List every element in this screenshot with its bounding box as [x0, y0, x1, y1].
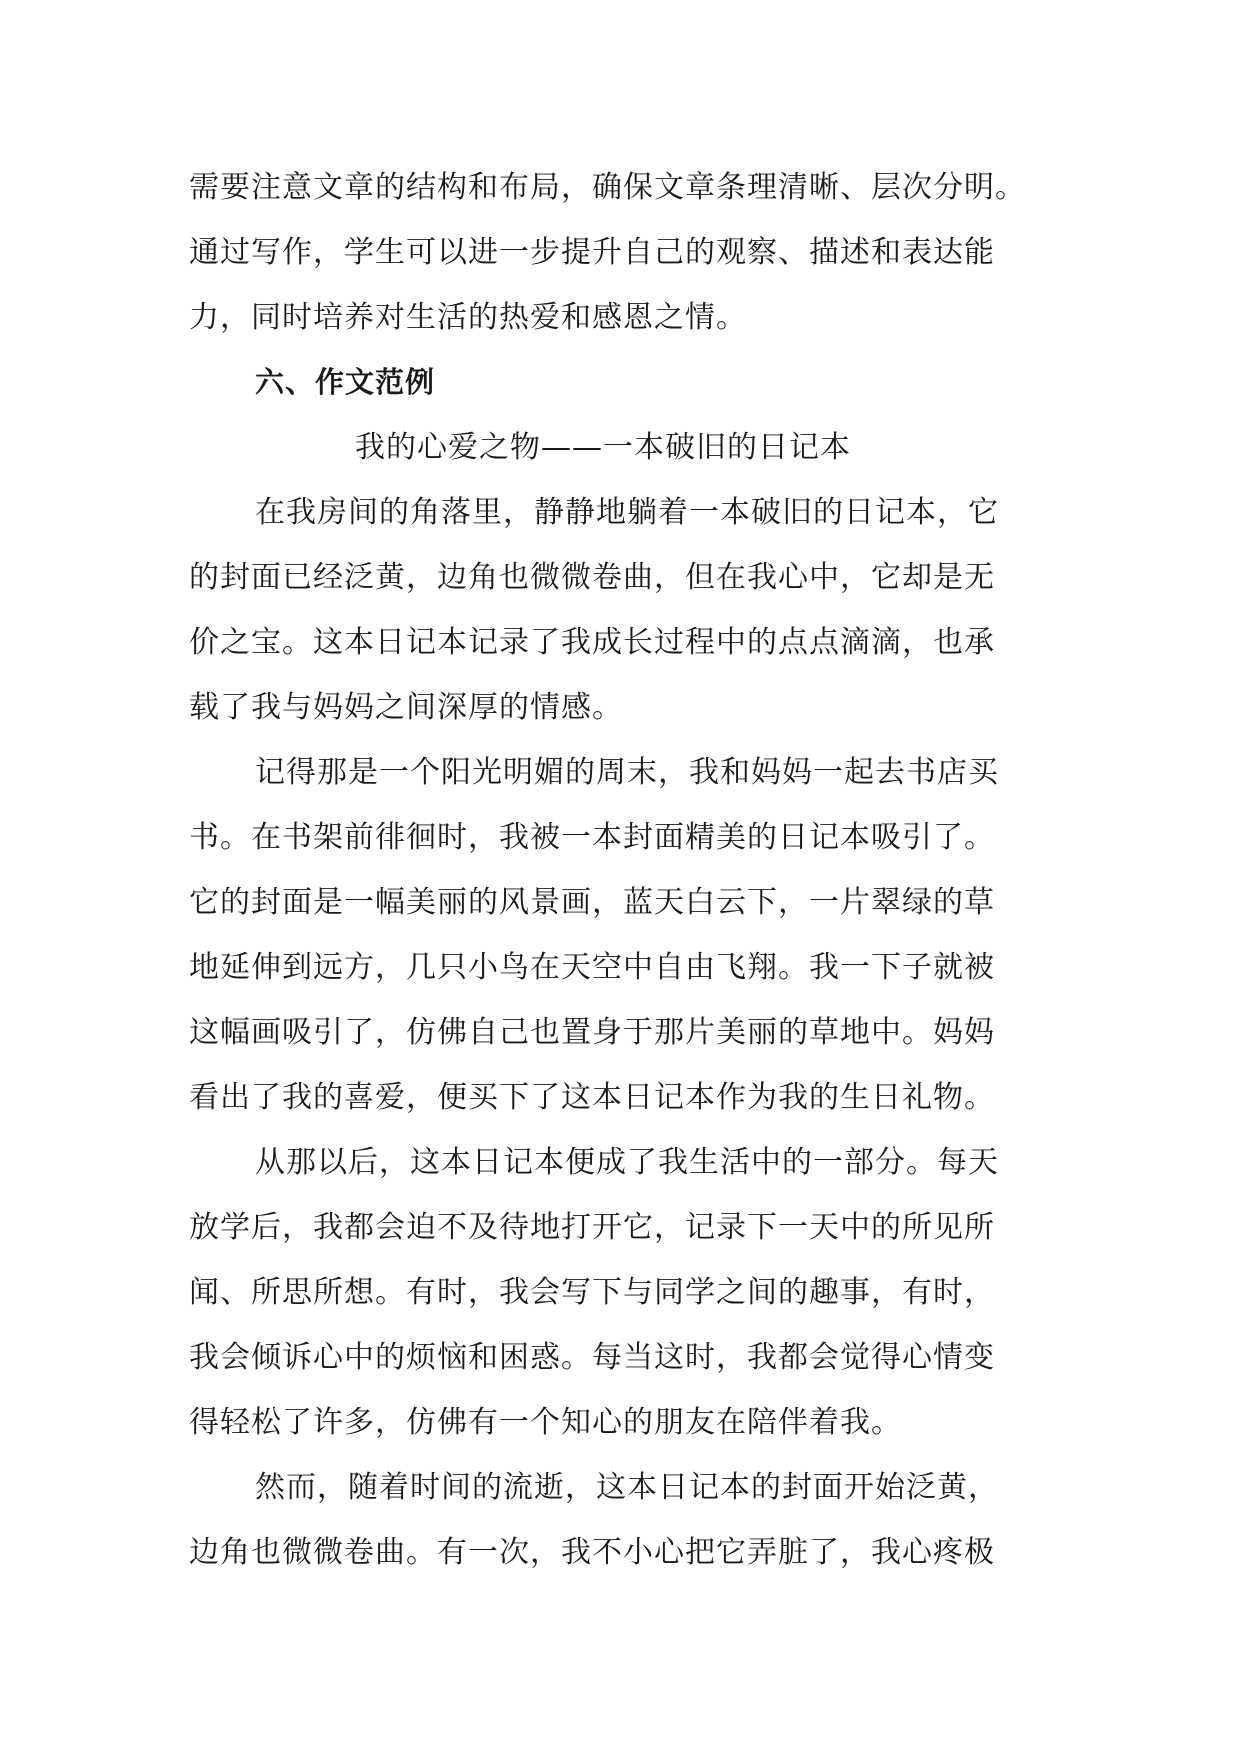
paragraph-2-line: 书。在书架前徘徊时，我被一本封面精美的日记本吸引了。 [189, 820, 995, 855]
intro-line: 通过写作，学生可以进一步提升自己的观察、描述和表达能 [189, 235, 995, 270]
paragraph-1-line: 在我房间的角落里，静静地躺着一本破旧的日记本，它 [255, 495, 999, 530]
paragraph-2-line: 这幅画吸引了，仿佛自己也置身于那片美丽的草地中。妈妈 [189, 1015, 995, 1050]
paragraph-1-line: 价之宝。这本日记本记录了我成长过程中的点点滴滴，也承 [189, 625, 995, 660]
paragraph-3-line: 得轻松了许多，仿佛有一个知心的朋友在陪伴着我。 [189, 1405, 902, 1440]
intro-line: 力，同时培养对生活的热爱和感恩之情。 [189, 300, 747, 335]
intro-line: 需要注意文章的结构和布局，确保文章条理清晰、层次分明。 [189, 170, 1026, 205]
essay-title: 我的心爱之物——一本破旧的日记本 [355, 430, 851, 465]
paragraph-2-line: 它的封面是一幅美丽的风景画，蓝天白云下，一片翠绿的草 [189, 885, 995, 920]
paragraph-2-line: 看出了我的喜爱，便买下了这本日记本作为我的生日礼物。 [189, 1080, 995, 1115]
paragraph-2-line: 地延伸到远方，几只小鸟在天空中自由飞翔。我一下子就被 [189, 950, 995, 985]
paragraph-1-line: 载了我与妈妈之间深厚的情感。 [189, 690, 623, 725]
paragraph-3-line: 从那以后，这本日记本便成了我生活中的一部分。每天 [255, 1145, 999, 1180]
paragraph-2-line: 记得那是一个阳光明媚的周末，我和妈妈一起去书店买 [255, 755, 999, 790]
paragraph-3-line: 放学后，我都会迫不及待地打开它，记录下一天中的所见所 [189, 1210, 995, 1245]
paragraph-4-line: 边角也微微卷曲。有一次，我不小心把它弄脏了，我心疼极 [189, 1535, 995, 1570]
paragraph-4-line: 然而，随着时间的流逝，这本日记本的封面开始泛黄， [255, 1470, 999, 1505]
paragraph-3-line: 我会倾诉心中的烦恼和困惑。每当这时，我都会觉得心情变 [189, 1340, 995, 1375]
paragraph-1-line: 的封面已经泛黄，边角也微微卷曲，但在我心中，它却是无 [189, 560, 995, 595]
paragraph-3-line: 闻、所思所想。有时，我会写下与同学之间的趣事，有时， [189, 1275, 995, 1310]
document-body [189, 155, 1069, 1585]
section-heading: 六、作文范例 [255, 365, 436, 399]
